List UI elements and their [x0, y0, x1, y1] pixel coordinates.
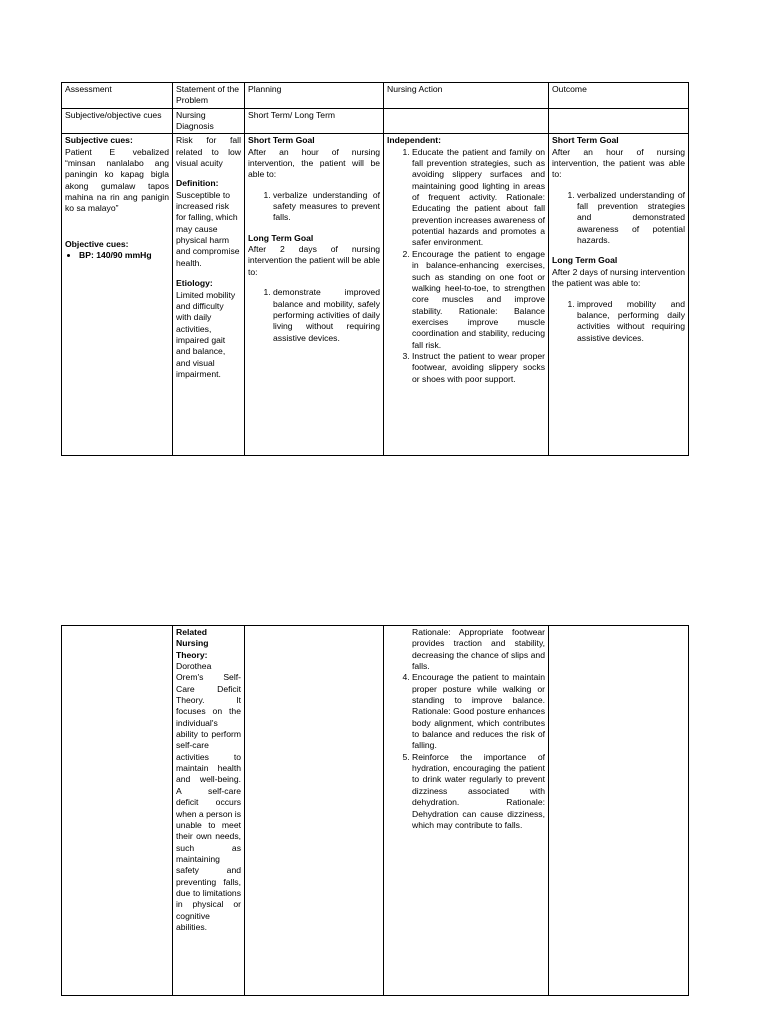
action-item-1: 1. Educate the patient and family on fall prevention strategies, such as avoiding slippery surfaces and maintaining good lighting in areas of frequent activity. Rationale: Educating the patient about fall prevention increases awareness of potential hazards and promotes a safer environment. [412, 147, 545, 249]
subheader-row [62, 108, 689, 134]
action-cell-cont [384, 626, 549, 996]
action-item-2: 2. Encourage the patient to engage in balance-enhancing exercises, such as standing on one foot or walking heel-to-toe, to strengthen core muscles and improve stability. Rationale: Balance exercises improve muscle coordination and stability, reducing fall risk. [412, 249, 545, 351]
subheader-assessment: Subjective/objective cues [62, 108, 173, 134]
outcome-short-item: 1. verbalized understanding of fall prevention strategies and demonstrated awareness of potential hazards. [577, 190, 685, 247]
continuation-row [62, 626, 689, 996]
planning-long-intro: After 2 days of nursing intervention the patient will be able to: [248, 244, 380, 277]
theory-title: Related Nursing Theory: [176, 627, 209, 660]
outcome-long-item: 1. improved mobility and balance, performing daily activities without requiring assistive devices. [577, 299, 685, 344]
action-cell [384, 134, 549, 456]
action-list-cont [387, 672, 545, 831]
content-row [62, 134, 689, 456]
header-planning: Planning [245, 83, 384, 109]
planning-short-intro: After an hour of nursing intervention, the patient will be able to: [248, 146, 380, 180]
action-item-5: 5. Reinforce the importance of hydration, encouraging the patient to drink water regularly to prevent dizziness associated with dehydration. Rationale: Dehydration can cause dizziness, which may contribute to falls. [412, 752, 545, 831]
care-plan-table-page-1 [61, 82, 688, 456]
header-row [62, 83, 689, 109]
outcome-short-title: Short Term Goal [552, 135, 619, 146]
objective-cue-bp: • BP: 140/90 mmHg [79, 250, 169, 261]
etiology-title: Etiology: [176, 278, 213, 289]
assessment-cell-cont [62, 626, 173, 996]
planning-long-list [248, 287, 380, 344]
planning-short-title: Short Term Goal [248, 135, 315, 146]
nursing-diagnosis: Risk for fall related to low visual acuity [176, 135, 241, 169]
planning-short-item: 1. verbalize understanding of safety measures to prevent falls. [273, 190, 380, 224]
action-list [387, 147, 545, 385]
outcome-short-list [552, 190, 685, 247]
statement-cell-cont [173, 626, 245, 996]
planning-long-title: Long Term Goal [248, 232, 314, 243]
definition-text: Susceptible to increased risk for falling, which may cause physical harm and compromise health. [176, 189, 240, 268]
header-assessment: Assessment [62, 83, 173, 109]
assessment-cell [62, 134, 173, 456]
outcome-cell-cont [549, 626, 689, 996]
subjective-cues-title: Subjective cues: [65, 135, 133, 146]
action-item-4: 4. Encourage the patient to maintain proper posture while walking or standing to improve balance. Rationale: Good posture enhances body alignment, which contributes to balance and reduces the risk of falling. [412, 672, 545, 751]
subjective-cues-text: Patient E vebalized “minsan nanlalabo ang paningin ko kapag bigla akong gumalaw tapos mahina na rin ang panigin ko sa malayo” [65, 146, 169, 214]
objective-cues-title: Objective cues: [65, 238, 129, 249]
subheader-statement: Nursing Diagnosis [173, 108, 245, 134]
care-plan-table-page-2 [61, 625, 688, 996]
header-statement: Statement of the Problem [173, 83, 245, 109]
objective-cues-list [65, 250, 169, 261]
outcome-cell [549, 134, 689, 456]
etiology-text: Limited mobility and difficulty with daily activities, impaired gait and balance, and visual impairment. [176, 289, 236, 379]
outcome-long-list [552, 299, 685, 344]
action-item-3: 3. Instruct the patient to wear proper footwear, avoiding slippery socks or shoes with poor support. [412, 351, 545, 385]
planning-short-list [248, 190, 380, 224]
outcome-short-intro: After an hour of nursing intervention, the patient was able to: [552, 146, 685, 180]
statement-cell [173, 134, 245, 456]
outcome-long-intro: After 2 days of nursing intervention the patient was able to: [552, 266, 685, 289]
header-outcome: Outcome [549, 83, 689, 109]
planning-long-item: 1. demonstrate improved balance and mobility, safely performing activities of daily living without requiring assistive devices. [273, 287, 380, 344]
outcome-long-title: Long Term Goal [552, 255, 618, 266]
definition-title: Definition: [176, 178, 219, 189]
theory-text: Dorothea Orem's Self-Care Deficit Theory. It focuses on the individual's ability to perform self-care activities to maintain health and well-being. A self-care deficit occurs when a person is unable to meet their own needs, such as maintaining safety and preventing falls, due to limitations in physical or cognitive abilities. [176, 661, 241, 932]
planning-cell [245, 134, 384, 456]
subheader-planning: Short Term/ Long Term [245, 108, 384, 134]
header-action: Nursing Action [384, 83, 549, 109]
action-item-3-continued: Rationale: Appropriate footwear provides traction and stability, decreasing the chance of slips and falls. [412, 627, 545, 672]
planning-cell-cont [245, 626, 384, 996]
action-independent-title: Independent: [387, 135, 441, 146]
